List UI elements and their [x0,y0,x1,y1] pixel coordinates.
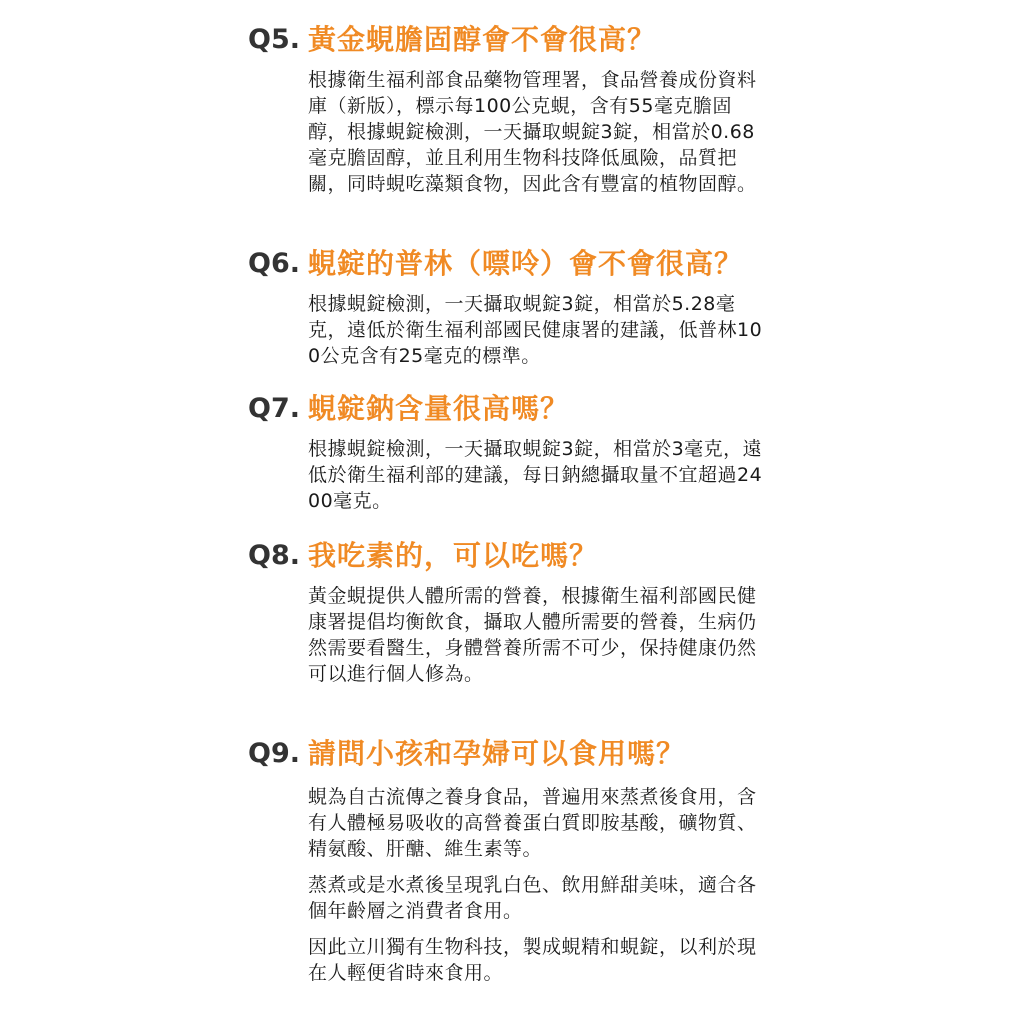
faq-question-row [0,734,1024,774]
question-title: 我吃素的，可以吃嗎？ [308,539,599,572]
question-title: 黃金蜆膽固醇會不會很高？ [308,23,657,56]
faq-item-q5 [0,20,1024,195]
answer-paragraph: 根據蜆錠檢測，一天攝取蜆錠3錠，相當於5.28毫克，遠低於衛生福利部國民健康署的建議，低普林100公克含有25毫克的標準。 [308,293,763,367]
answer-paragraph: 黃金蜆提供人體所需的營養，根據衛生福利部國民健康署提倡均衡飲食，攝取人體所需要的營養，生病仍然需要看醫生，身體營養所需不可少，保持健康仍然可以進行個人修為。 [308,585,757,685]
answer-paragraph: 蒸煮或是水煮後呈現乳白色、飲用鮮甜美味，適合各個年齡層之消費者食用。 [308,874,757,922]
faq-question-row [0,20,1024,60]
question-number: Q5. [248,24,300,55]
question-title: 蜆錠鈉含量很高嗎？ [308,392,570,425]
answer-block [308,291,768,369]
answer-paragraph: 蜆為自古流傳之養身食品，普遍用來蒸煮後食用，含有人體極易吸收的高營養蛋白質即胺基酸，礦物質、精氨酸、肝醣、維生素等。 [308,786,757,860]
question-number: Q9. [248,738,300,769]
faq-question-row [0,536,1024,576]
faq-item-q9 [0,734,1024,984]
faq-item-q7 [0,389,1024,512]
question-title: 請問小孩和孕婦可以食用嗎？ [308,737,686,770]
question-number: Q7. [248,393,300,424]
answer-block [308,67,768,197]
answer-block [308,784,768,986]
faq-question-row [0,244,1024,284]
question-number: Q8. [248,540,300,571]
faq-item-q8 [0,536,1024,685]
answer-paragraph: 因此立川獨有生物科技，製成蜆精和蜆錠，以利於現在人輕便省時來食用。 [308,936,757,984]
answer-paragraph: 根據蜆錠檢測，一天攝取蜆錠3錠，相當於3毫克，遠低於衛生福利部的建議，每日鈉總攝取量不宜超過2400毫克。 [308,438,763,512]
faq-item-q6 [0,244,1024,367]
answer-paragraph: 根據衛生福利部食品藥物管理署，食品營養成份資料庫（新版），標示每100公克蜆，含有55毫克膽固醇，根據蜆錠檢測，一天攝取蜆錠3錠，相當於0.68毫克膽固醇，並且利用生物科技降低風險，品質把關，同時蜆吃藻類食物，因此含有豐富的植物固醇。 [308,69,757,195]
answer-block [308,436,768,514]
question-title: 蜆錠的普林（嘌呤）會不會很高？ [308,247,744,280]
faq-question-row [0,389,1024,429]
question-number: Q6. [248,248,300,279]
answer-block [308,583,768,687]
